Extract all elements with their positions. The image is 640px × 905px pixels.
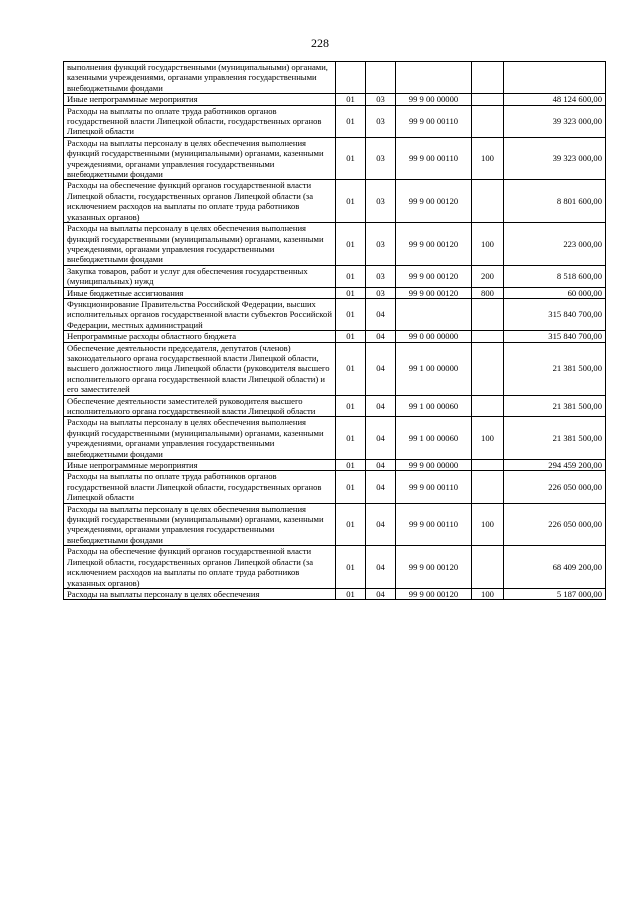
expense-name-cell: Обеспечение деятельности заместителей руководителя высшего исполнительного органа государственной власти Липецкой области [64, 395, 336, 417]
amount-cell: 68 409 200,00 [504, 546, 606, 589]
table-row [64, 298, 606, 330]
expense-name-cell: Расходы на выплаты персоналу в целях обеспечения выполнения функций государственными (муниципальными) органами, казенными учреждениями, органами управления государственными внебюджетными фондами [64, 223, 336, 266]
subsection-code-cell: 04 [366, 546, 396, 589]
section-code-cell: 01 [336, 342, 366, 395]
amount-cell: 226 050 000,00 [504, 503, 606, 546]
expense-type-cell [472, 180, 504, 223]
table-row [64, 223, 606, 266]
expense-name-cell: Расходы на выплаты персоналу в целях обеспечения выполнения функций государственными (муниципальными) органами, казенными учреждениями, органами управления государственными внебюджетными фондами [64, 503, 336, 546]
expense-name-cell: Иные бюджетные ассигнования [64, 287, 336, 298]
target-article-cell: 99 9 00 00120 [396, 287, 472, 298]
expense-name-cell: Расходы на обеспечение функций органов государственной власти Липецкой области, государственных органов Липецкой области (за исключением расходов на выплаты по оплате труда работников указанных органов) [64, 180, 336, 223]
subsection-code-cell: 03 [366, 94, 396, 105]
expense-name-cell: Функционирование Правительства Российской Федерации, высших исполнительных органов государственной власти субъектов Российской Федерации, местных администраций [64, 298, 336, 330]
expense-name-cell: Иные непрограммные мероприятия [64, 94, 336, 105]
target-article-cell: 99 9 00 00000 [396, 460, 472, 471]
table-row [64, 460, 606, 471]
expense-name-cell: Расходы на выплаты персоналу в целях обеспечения [64, 588, 336, 599]
target-article-cell: 99 9 00 00110 [396, 471, 472, 503]
amount-cell: 60 000,00 [504, 287, 606, 298]
target-article-cell: 99 1 00 00000 [396, 342, 472, 395]
target-article-cell: 99 9 00 00120 [396, 265, 472, 287]
expense-type-cell: 100 [472, 417, 504, 460]
expense-type-cell: 100 [472, 503, 504, 546]
subsection-code-cell: 03 [366, 265, 396, 287]
section-code-cell: 01 [336, 105, 366, 137]
table-row [64, 503, 606, 546]
table-row [64, 342, 606, 395]
amount-cell: 39 323 000,00 [504, 137, 606, 180]
subsection-code-cell: 04 [366, 395, 396, 417]
subsection-code-cell: 04 [366, 471, 396, 503]
target-article-cell: 99 1 00 00060 [396, 395, 472, 417]
subsection-code-cell: 04 [366, 298, 396, 330]
expense-type-cell [472, 342, 504, 395]
table-row [64, 331, 606, 342]
section-code-cell: 01 [336, 588, 366, 599]
target-article-cell: 99 9 00 00120 [396, 223, 472, 266]
table-row [64, 471, 606, 503]
expense-name-cell: Расходы на выплаты по оплате труда работников органов государственной власти Липецкой области, государственных органов Липецкой области [64, 105, 336, 137]
expense-name-cell: Закупка товаров, работ и услуг для обеспечения государственных (муниципальных) нужд [64, 265, 336, 287]
subsection-code-cell: 04 [366, 503, 396, 546]
table-row [64, 265, 606, 287]
section-code-cell: 01 [336, 395, 366, 417]
expense-name-cell: Расходы на выплаты по оплате труда работников органов государственной власти Липецкой области, государственных органов Липецкой области [64, 471, 336, 503]
section-code-cell: 01 [336, 265, 366, 287]
table-row [64, 180, 606, 223]
section-code-cell: 01 [336, 460, 366, 471]
subsection-code-cell: 04 [366, 342, 396, 395]
expense-name-cell: Расходы на выплаты персоналу в целях обеспечения выполнения функций государственными (муниципальными) органами, казенными учреждениями, органами управления государственными внебюджетными фондами [64, 417, 336, 460]
expense-type-cell [472, 298, 504, 330]
amount-cell: 21 381 500,00 [504, 395, 606, 417]
expense-type-cell [472, 94, 504, 105]
expense-name-cell: Расходы на выплаты персоналу в целях обеспечения выполнения функций государственными (муниципальными) органами, казенными учреждениями, органами управления государственными внебюджетными фондами [64, 137, 336, 180]
amount-cell: 21 381 500,00 [504, 417, 606, 460]
target-article-cell: 99 0 00 00000 [396, 331, 472, 342]
amount-cell: 48 124 600,00 [504, 94, 606, 105]
section-code-cell: 01 [336, 471, 366, 503]
target-article-cell: 99 9 00 00120 [396, 588, 472, 599]
target-article-cell [396, 62, 472, 94]
target-article-cell: 99 9 00 00120 [396, 546, 472, 589]
table-row [64, 395, 606, 417]
amount-cell: 5 187 000,00 [504, 588, 606, 599]
section-code-cell: 01 [336, 180, 366, 223]
section-code-cell: 01 [336, 331, 366, 342]
table-row [64, 287, 606, 298]
amount-cell: 39 323 000,00 [504, 105, 606, 137]
table-row [64, 62, 606, 94]
expense-type-cell [472, 546, 504, 589]
amount-cell: 294 459 200,00 [504, 460, 606, 471]
budget-table [63, 61, 606, 600]
subsection-code-cell: 03 [366, 223, 396, 266]
subsection-code-cell [366, 62, 396, 94]
subsection-code-cell: 04 [366, 588, 396, 599]
expense-type-cell [472, 62, 504, 94]
section-code-cell: 01 [336, 137, 366, 180]
section-code-cell: 01 [336, 94, 366, 105]
subsection-code-cell: 03 [366, 105, 396, 137]
table-row [64, 105, 606, 137]
expense-name-cell: Обеспечение деятельности председателя, депутатов (членов) законодательного органа государственной власти Липецкой области, высшего должностного лица Липецкой области (руководителя высшего исполнительного органа государственной власти Липецкой области) и его заместителей [64, 342, 336, 395]
section-code-cell: 01 [336, 287, 366, 298]
subsection-code-cell: 03 [366, 137, 396, 180]
expense-type-cell: 200 [472, 265, 504, 287]
table-row [64, 417, 606, 460]
expense-name-cell: Непрограммные расходы областного бюджета [64, 331, 336, 342]
subsection-code-cell: 04 [366, 417, 396, 460]
expense-type-cell [472, 460, 504, 471]
amount-cell: 8 518 600,00 [504, 265, 606, 287]
target-article-cell: 99 9 00 00120 [396, 180, 472, 223]
expense-type-cell: 100 [472, 223, 504, 266]
expense-type-cell [472, 395, 504, 417]
expense-name-cell: Расходы на обеспечение функций органов государственной власти Липецкой области, государственных органов Липецкой области (за исключением расходов на выплаты по оплате труда работников указанных органов) [64, 546, 336, 589]
table-row [64, 546, 606, 589]
table-row [64, 94, 606, 105]
subsection-code-cell: 03 [366, 180, 396, 223]
subsection-code-cell: 04 [366, 460, 396, 471]
target-article-cell: 99 9 00 00000 [396, 94, 472, 105]
target-article-cell: 99 1 00 00060 [396, 417, 472, 460]
section-code-cell: 01 [336, 298, 366, 330]
expense-type-cell [472, 105, 504, 137]
expense-type-cell [472, 471, 504, 503]
section-code-cell: 01 [336, 503, 366, 546]
expense-type-cell [472, 331, 504, 342]
amount-cell: 21 381 500,00 [504, 342, 606, 395]
target-article-cell: 99 9 00 00110 [396, 503, 472, 546]
section-code-cell: 01 [336, 223, 366, 266]
target-article-cell: 99 9 00 00110 [396, 105, 472, 137]
table-row [64, 588, 606, 599]
amount-cell: 223 000,00 [504, 223, 606, 266]
expense-name-cell: выполнения функций государственными (муниципальными) органами, казенными учреждениями, органами управления государственными внебюджетными фондами [64, 62, 336, 94]
subsection-code-cell: 04 [366, 331, 396, 342]
amount-cell: 8 801 600,00 [504, 180, 606, 223]
expense-type-cell: 100 [472, 137, 504, 180]
section-code-cell: 01 [336, 546, 366, 589]
expense-type-cell: 800 [472, 287, 504, 298]
target-article-cell [396, 298, 472, 330]
expense-type-cell: 100 [472, 588, 504, 599]
amount-cell: 315 840 700,00 [504, 298, 606, 330]
page-number: 228 [311, 36, 329, 50]
table-row [64, 137, 606, 180]
amount-cell: 315 840 700,00 [504, 331, 606, 342]
subsection-code-cell: 03 [366, 287, 396, 298]
target-article-cell: 99 9 00 00110 [396, 137, 472, 180]
amount-cell [504, 62, 606, 94]
section-code-cell [336, 62, 366, 94]
expense-name-cell: Иные непрограммные мероприятия [64, 460, 336, 471]
amount-cell: 226 050 000,00 [504, 471, 606, 503]
section-code-cell: 01 [336, 417, 366, 460]
